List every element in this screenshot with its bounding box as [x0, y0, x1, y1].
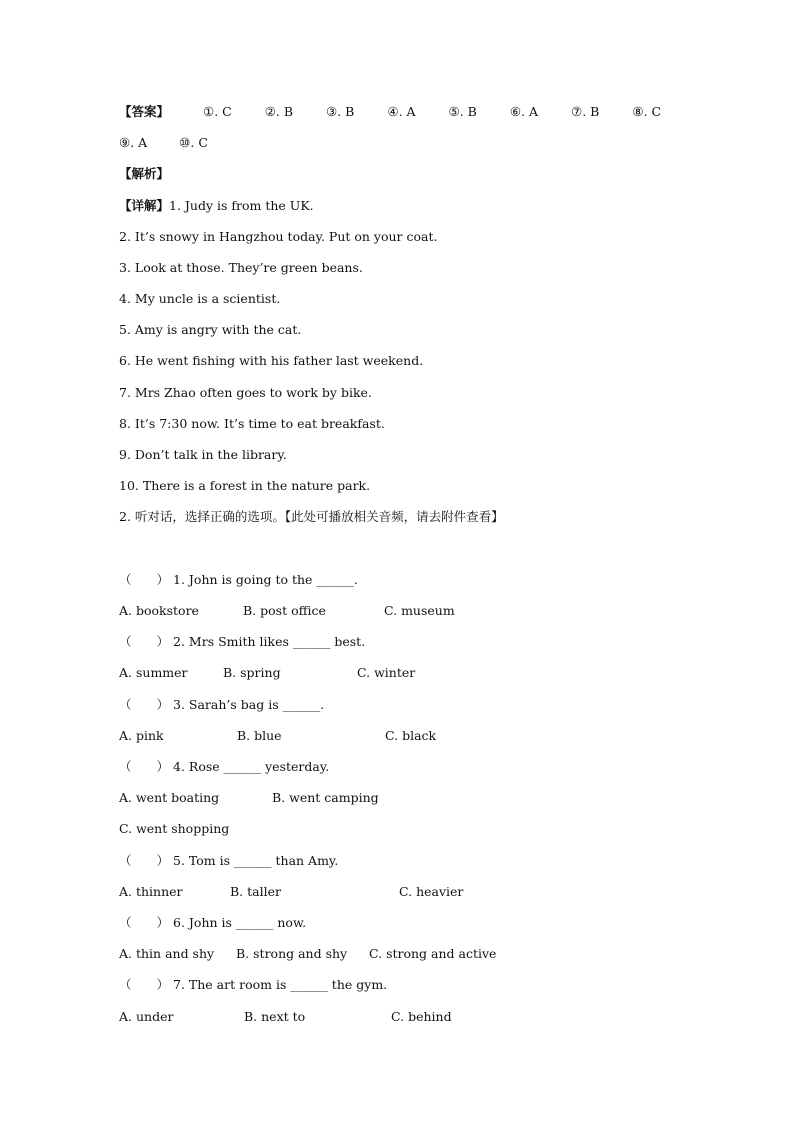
question-options-4 — [119, 790, 379, 806]
detail-line-6: 6. He went fishing with his father last weekend. — [119, 353, 424, 368]
answer-paren: （ ） — [119, 915, 170, 930]
option-c: C. went shopping — [119, 821, 230, 836]
answer-item: ③. B — [326, 104, 355, 119]
answer-item: ④. A — [387, 104, 416, 119]
option-b: B. strong and shy — [236, 946, 348, 961]
answer-item: ⑦. B — [571, 104, 600, 119]
question-stem-1 — [119, 572, 358, 588]
question-options-4-cont — [119, 821, 229, 837]
detail-text: 1. Judy is from the UK. — [169, 198, 314, 213]
question-stem-4 — [119, 759, 329, 775]
detail-line-8: 8. It’s 7:30 now. It’s time to eat breakfast. — [119, 416, 385, 431]
option-c: C. winter — [357, 665, 416, 680]
answer-row-2 — [119, 135, 208, 151]
answer-paren: （ ） — [119, 759, 170, 774]
detail-line-1 — [119, 198, 314, 214]
option-b: B. spring — [223, 665, 281, 680]
option-c: C. behind — [391, 1009, 452, 1024]
answer-paren: （ ） — [119, 697, 170, 712]
question-text: 3. Sarah’s bag is ______. — [173, 697, 325, 712]
question-text: 6. John is ______ now. — [173, 915, 307, 930]
option-c: C. museum — [384, 603, 455, 618]
answer-label: 【答案】 — [119, 104, 170, 119]
option-a: A. pink — [119, 728, 164, 743]
answer-item: ⑥. A — [509, 104, 539, 119]
answer-paren: （ ） — [119, 634, 170, 649]
answer-paren: （ ） — [119, 977, 170, 992]
detail-label: 【详解】 — [119, 198, 170, 213]
option-b: B. post office — [243, 603, 326, 618]
option-a: A. under — [119, 1009, 174, 1024]
answer-item: ⑨. A — [119, 135, 148, 150]
option-a: A. thin and shy — [119, 946, 215, 961]
option-c: C. strong and active — [369, 946, 497, 961]
option-a: A. summer — [119, 665, 188, 680]
question-options-7 — [119, 1009, 452, 1025]
question-options-2 — [119, 665, 415, 681]
question-stem-5 — [119, 853, 338, 869]
question-text: 5. Tom is ______ than Amy. — [173, 853, 339, 868]
option-b: B. went camping — [272, 790, 379, 805]
question-stem-2 — [119, 634, 365, 650]
option-b: B. next to — [244, 1009, 306, 1024]
option-b: B. taller — [230, 884, 281, 899]
detail-line-7: 7. Mrs Zhao often goes to work by bike. — [119, 385, 372, 400]
answer-item: ①. C — [203, 104, 232, 119]
question-options-5 — [119, 884, 463, 900]
answer-item: ⑧. C — [632, 104, 662, 119]
option-c: C. black — [385, 728, 437, 743]
detail-line-3: 3. Look at those. They’re green beans. — [119, 260, 363, 275]
option-c: C. heavier — [399, 884, 464, 899]
answer-item: ⑤. B — [448, 104, 477, 119]
question-text: 2. Mrs Smith likes ______ best. — [173, 634, 366, 649]
option-a: A. bookstore — [119, 603, 199, 618]
answer-paren: （ ） — [119, 853, 170, 868]
option-b: B. blue — [237, 728, 282, 743]
answer-row-1 — [119, 104, 661, 120]
detail-line-2: 2. It’s snowy in Hangzhou today. Put on your coat. — [119, 229, 438, 244]
detail-line-5: 5. Amy is angry with the cat. — [119, 322, 302, 337]
analysis-label: 【解析】 — [119, 166, 170, 181]
option-a: A. went boating — [119, 790, 220, 805]
detail-line-10: 10. There is a forest in the nature park. — [119, 478, 371, 493]
detail-line-9: 9. Don’t talk in the library. — [119, 447, 287, 462]
question-stem-7 — [119, 977, 387, 993]
question-stem-6 — [119, 915, 306, 931]
option-a: A. thinner — [119, 884, 183, 899]
answer-item: ⑩. C — [179, 135, 208, 150]
question-options-6 — [119, 946, 496, 962]
question-stem-3 — [119, 697, 324, 713]
section-title: 2. 听对话，选择正确的选项。【此处可播放相关音频，请去附件查看】 — [119, 509, 504, 524]
answer-paren: （ ） — [119, 572, 170, 587]
question-text: 1. John is going to the ______. — [173, 572, 358, 587]
detail-line-4: 4. My uncle is a scientist. — [119, 291, 281, 306]
question-text: 7. The art room is ______ the gym. — [173, 977, 388, 992]
answer-item: ②. B — [264, 104, 294, 119]
question-options-3 — [119, 728, 436, 744]
question-text: 4. Rose ______ yesterday. — [173, 759, 330, 774]
question-options-1 — [119, 603, 455, 619]
